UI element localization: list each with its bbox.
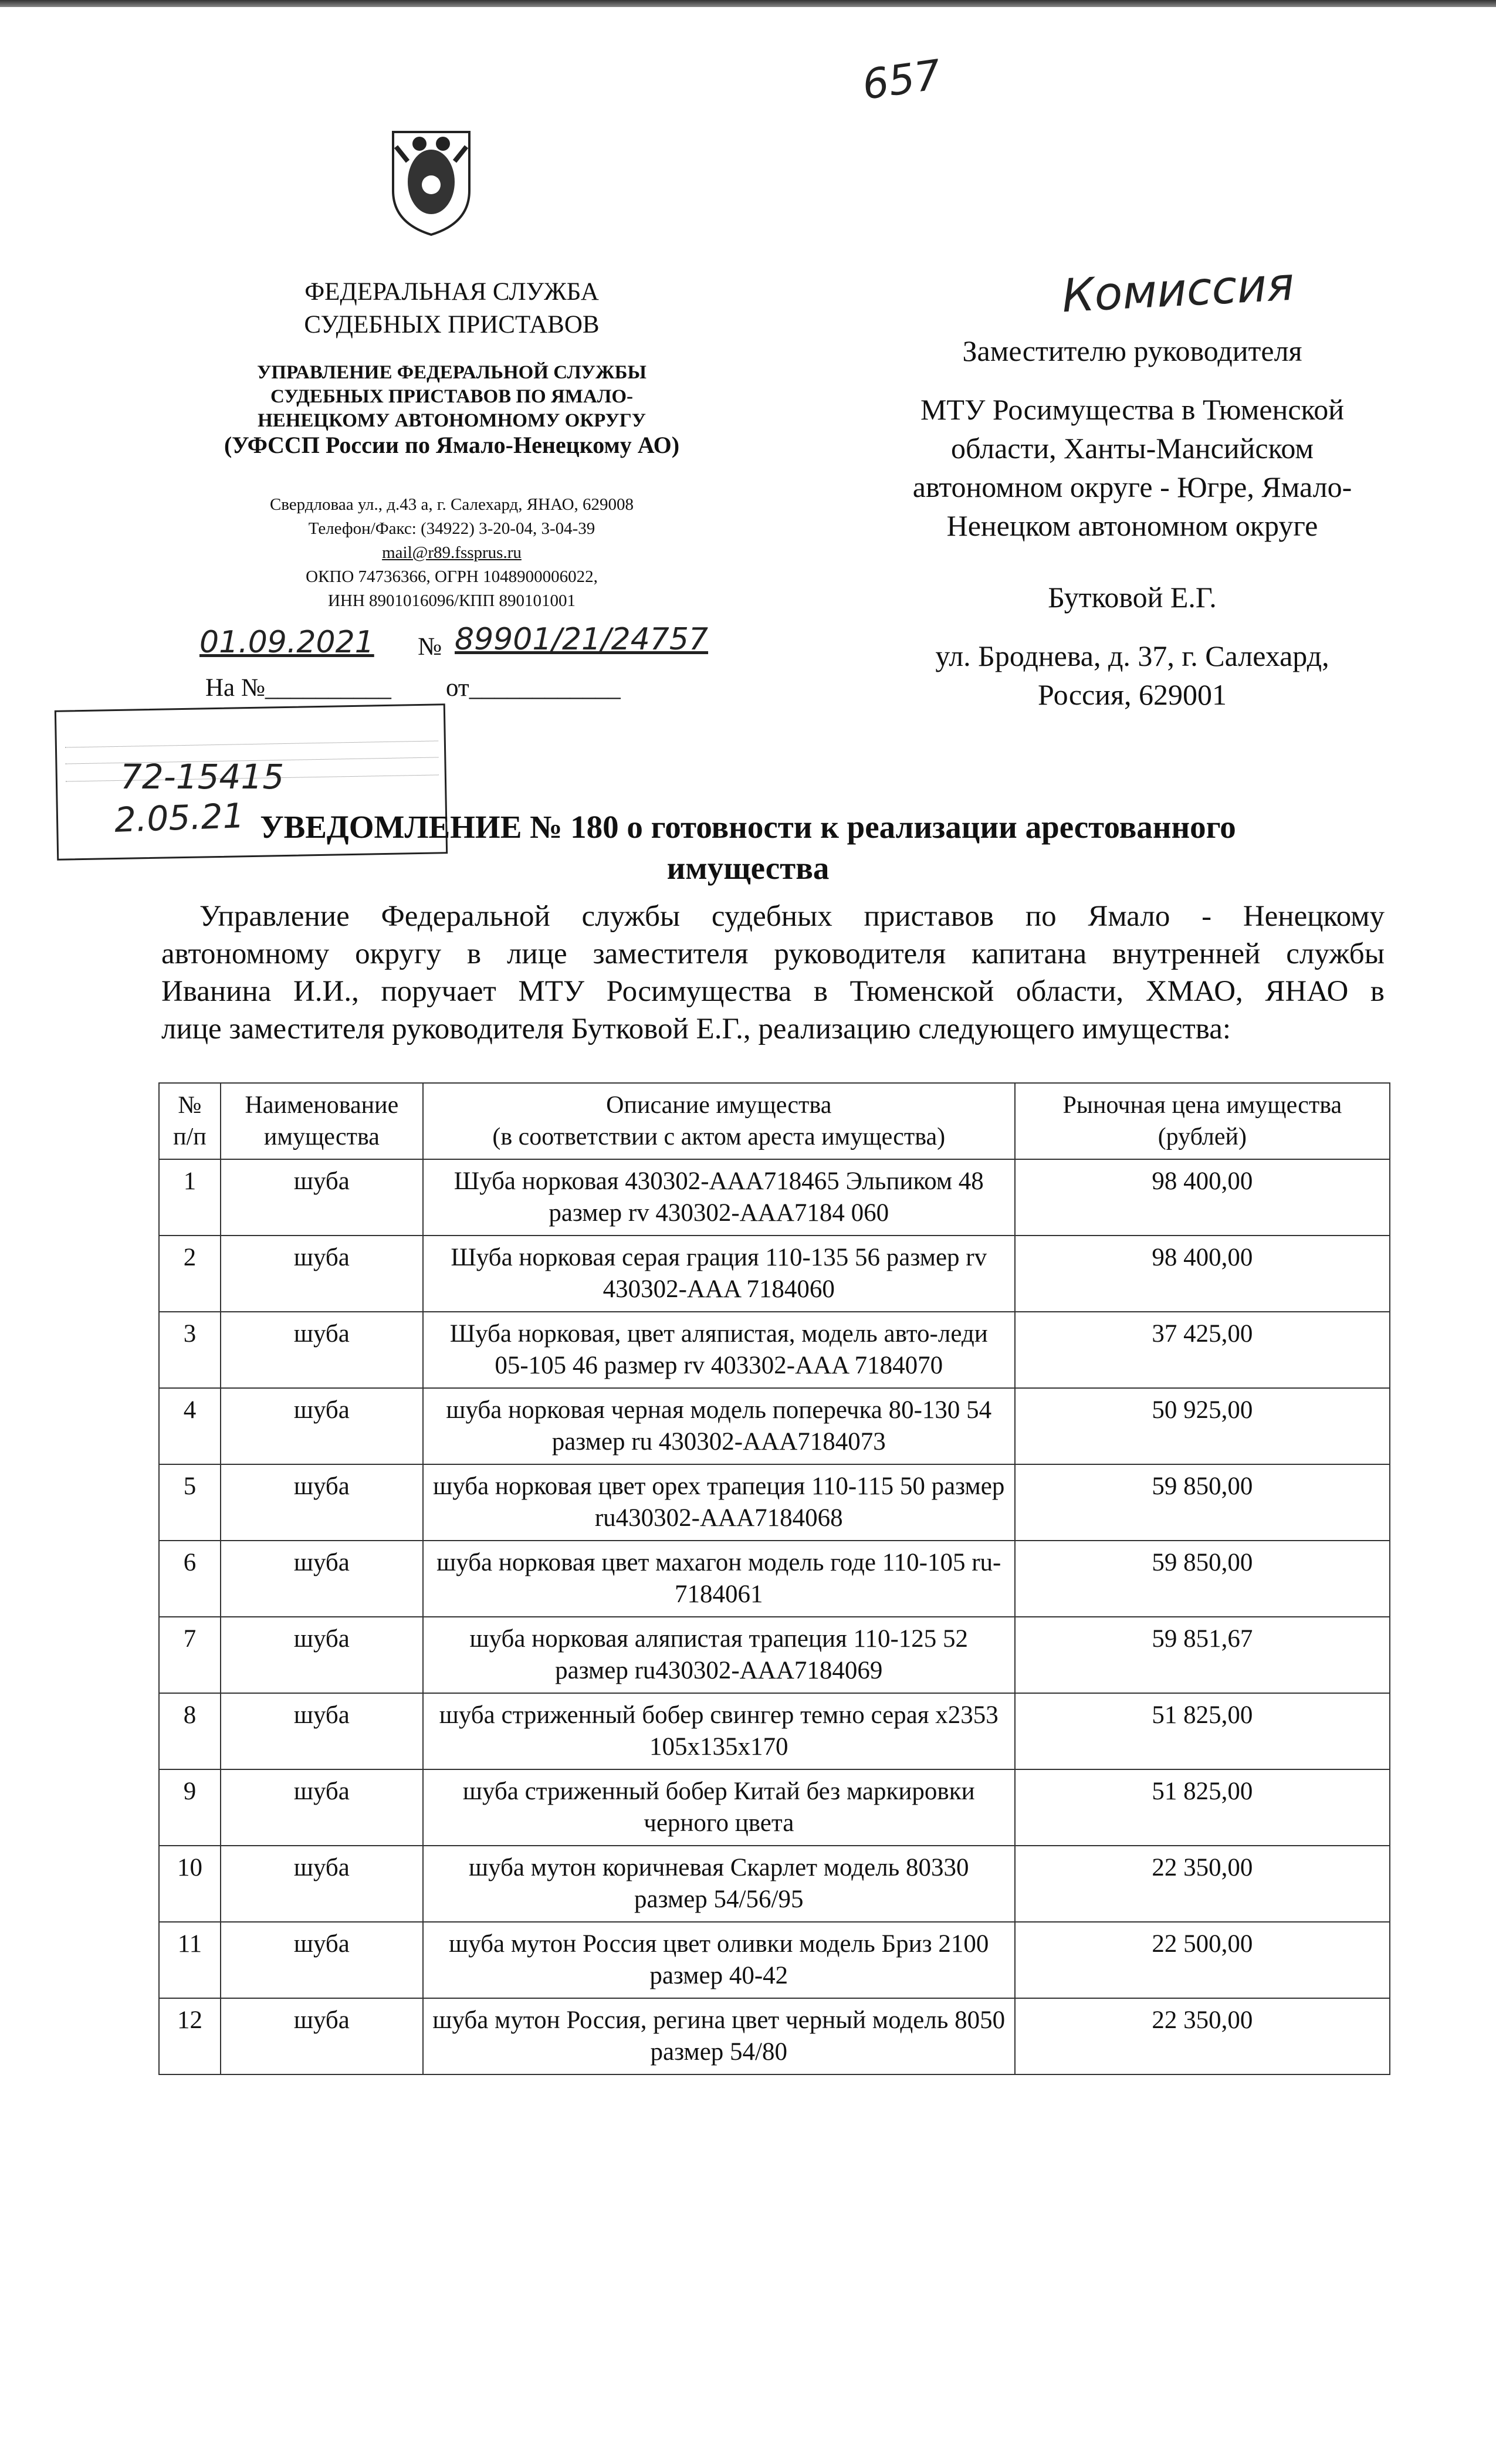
header-num: № п/п xyxy=(159,1083,221,1159)
table-row: 2 шуба Шуба норковая серая грация 110-135 56 размер rv 430302-AAA 7184060 98 400,00 xyxy=(159,1236,1390,1312)
department-name: УПРАВЛЕНИЕ ФЕДЕРАЛЬНОЙ СЛУЖБЫ СУДЕБНЫХ ПРИСТАВОВ ПО ЯМАЛО- НЕНЕЦКОМУ АВТОНОМНОМУ ОКРУГУ xyxy=(257,362,647,431)
sender-email: mail@r89.fssprus.ru xyxy=(382,543,522,562)
department-abbreviation: (УФССП России по Ямало-Ненецкому АО) xyxy=(224,432,680,458)
table-row: 10 шуба шуба мутон коричневая Скарлет модель 80330 размер 54/56/95 22 350,00 xyxy=(159,1846,1390,1922)
document-title: УВЕДОМЛЕНИЕ № 180 о готовности к реализации арестованного имущества xyxy=(260,809,1236,886)
reply-from-label: от____________ xyxy=(446,674,621,702)
table-header-row xyxy=(159,1083,1390,1159)
table-row: 6 шуба шуба норковая цвет махагон модель годе 110-105 ru-7184061 59 850,00 xyxy=(159,1541,1390,1617)
coat-of-arms-icon xyxy=(387,120,475,238)
scan-top-edge xyxy=(0,0,1496,7)
outgoing-number: 89901/21/24757 xyxy=(455,622,709,657)
outgoing-date: 01.09.2021 xyxy=(199,625,374,660)
header-description: Описание имущества (в соответствии с актом ареста имущества) xyxy=(423,1083,1015,1159)
addressee-organization: МТУ Росимущества в Тюменской области, Ханты-Мансийском автономном округе - Югре, Ямало- Ненецком автономном округе xyxy=(912,393,1352,542)
incoming-date: 2.05.21 xyxy=(113,796,245,840)
number-sign: № xyxy=(418,633,442,661)
addressee-position: Заместителю руководителя xyxy=(962,334,1302,367)
table-row: 1 шуба Шуба норковая 430302-ААА718465 Эльпиком 48 размер rv 430302-AAA7184 060 98 400,00 xyxy=(159,1159,1390,1236)
incoming-number: 72-15415 xyxy=(120,757,285,797)
table-row: 9 шуба шуба стриженный бобер Китай без маркировки черного цвета 51 825,00 xyxy=(159,1769,1390,1846)
addressee-address: ул. Броднева, д. 37, г. Салехард, Россия, 629001 xyxy=(935,639,1329,711)
header-name: Наименование имущества xyxy=(221,1083,423,1159)
table-row: 11 шуба шуба мутон Россия цвет оливки модель Бриз 2100 размер 40-42 22 500,00 xyxy=(159,1922,1390,1998)
header-price: Рыночная цена имущества (рублей) xyxy=(1015,1083,1390,1159)
table-row: 12 шуба шуба мутон Россия, регина цвет черный модель 8050 размер 54/80 22 350,00 xyxy=(159,1998,1390,2074)
property-table xyxy=(158,1082,1390,2075)
agency-name: ФЕДЕРАЛЬНАЯ СЛУЖБА СУДЕБНЫХ ПРИСТАВОВ xyxy=(304,278,600,339)
table-row: 8 шуба шуба стриженный бобер свингер темно серая x2353 105x135x170 51 825,00 xyxy=(159,1693,1390,1769)
table-row: 3 шуба Шуба норковая, цвет аляпистая, модель авто-леди 05-105 46 размер rv 403302-AAA 7184070 37 425,00 xyxy=(159,1312,1390,1388)
handwritten-resolution: Комиссия xyxy=(1060,258,1296,323)
addressee-name: Бутковой Е.Г. xyxy=(1048,581,1217,614)
sender-contacts: Свердловаа ул., д.43 а, г. Салехард, ЯНАО, 629008 Телефон/Факс: (34922) 3-20-04, 3-04-39 mail@r89.fssprus.ru ОКПО 74736366, ОГРН 1048900006022, ИНН 8901016096/КПП 890101001 xyxy=(176,493,727,613)
table-row: 4 шуба шуба норковая черная модель поперечка 80-130 54 размер ru 430302-AAA7184073 50 925,00 xyxy=(159,1388,1390,1464)
handwritten-page-mark: 657 xyxy=(859,50,944,109)
intro-paragraph: Управление Федеральной службы судебных приставов по Ямало - Ненецкому автономному округу в лице заместителя руководителя капитана внутренней службы Иванина И.И., поручает МТУ Росимущества в Тюменской области, ХМАО, ЯНАО в лице заместителя руководителя Бутковой Е.Г., реализацию следующего имущества: xyxy=(161,900,1385,1045)
reply-to-label: На №__________ xyxy=(205,674,391,702)
table-row: 5 шуба шуба норковая цвет орех трапеция 110-115 50 размер ru430302-AAA7184068 59 850,00 xyxy=(159,1464,1390,1541)
table-row: 7 шуба шуба норковая аляпистая трапеция 110-125 52 размер ru430302-AAA7184069 59 851,67 xyxy=(159,1617,1390,1693)
